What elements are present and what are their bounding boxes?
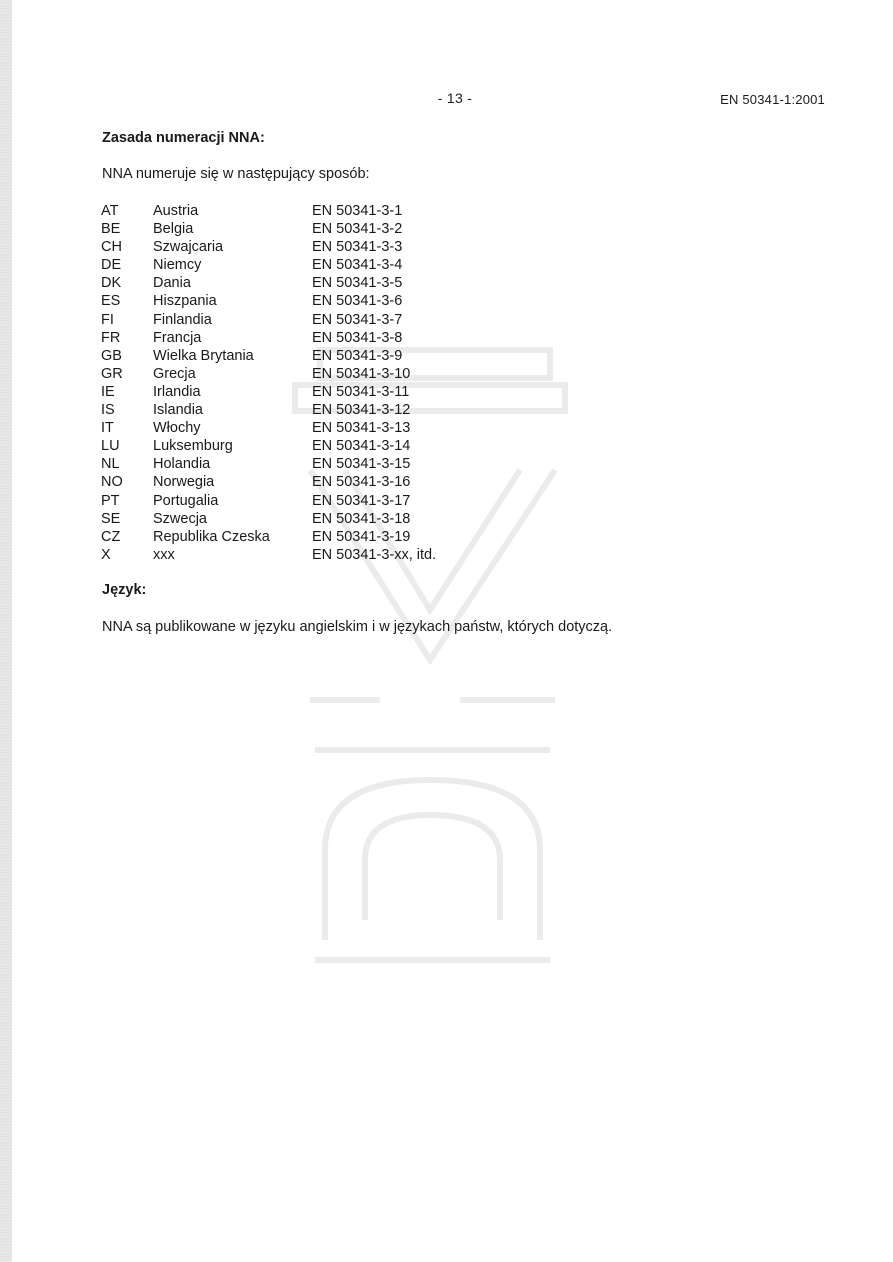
table-row [101, 492, 436, 510]
table-row [101, 365, 436, 383]
numbering-intro: NNA numeruje się w następujący sposób: [102, 166, 370, 182]
table-row [101, 347, 436, 365]
table-row [101, 455, 436, 473]
country-code: SE [101, 510, 121, 527]
country-code: CH [101, 239, 122, 256]
country-name: Szwajcaria [153, 239, 224, 256]
country-name: Republika Czeska [153, 528, 270, 545]
country-code: CZ [101, 528, 121, 545]
country-code: GB [101, 347, 122, 364]
standard-number: EN 50341-3-18 [312, 510, 411, 527]
page-number: - 13 - [437, 90, 473, 106]
country-name: Luksemburg [153, 438, 233, 455]
table-row [101, 401, 436, 419]
country-code: NL [101, 456, 120, 473]
standard-number: EN 50341-3-8 [312, 329, 403, 346]
standard-number: EN 50341-3-6 [312, 293, 403, 310]
country-name: Irlandia [153, 383, 201, 400]
table-row [101, 202, 436, 220]
language-text: NNA są publikowane w języku angielskim i w językach państw, których dotyczą. [102, 619, 613, 635]
country-name: Holandia [153, 456, 211, 473]
standard-number: EN 50341-3-10 [312, 365, 411, 382]
standard-number: EN 50341-3-14 [312, 438, 411, 455]
country-name: Hiszpania [153, 293, 217, 310]
standard-number: EN 50341-3-19 [312, 528, 411, 545]
table-row [101, 292, 436, 310]
standard-number: EN 50341-3-2 [312, 221, 403, 238]
country-code: X [101, 546, 111, 563]
country-name: Wielka Brytania [153, 347, 254, 364]
country-code: BE [101, 221, 121, 238]
country-code: LU [101, 438, 120, 455]
country-code: DK [101, 275, 122, 292]
country-name: Szwecja [153, 510, 207, 527]
country-numbering-table [101, 202, 436, 564]
country-name: Belgia [153, 221, 194, 238]
country-code: ES [101, 293, 121, 310]
country-name: Norwegia [153, 474, 215, 491]
standard-number: EN 50341-3-11 [312, 383, 410, 400]
table-row [101, 256, 436, 274]
table-row [101, 311, 436, 329]
standard-number: EN 50341-3-13 [312, 420, 411, 437]
standard-number: EN 50341-3-17 [312, 492, 411, 509]
table-row [101, 546, 436, 564]
standard-number: EN 50341-3-1 [312, 203, 403, 219]
country-name: xxx [153, 546, 175, 563]
standard-number: EN 50341-3-5 [312, 275, 403, 292]
country-name: Niemcy [153, 257, 202, 274]
country-code: AT [101, 203, 119, 219]
country-name: Islandia [153, 402, 203, 419]
standard-number: EN 50341-3-7 [312, 311, 403, 328]
country-name: Portugalia [153, 492, 219, 509]
table-row [101, 419, 436, 437]
table-row [101, 528, 436, 546]
country-code: FI [101, 311, 114, 328]
standard-number: EN 50341-3-xx, itd. [312, 546, 437, 563]
standard-number: EN 50341-3-15 [312, 456, 411, 473]
standard-number: EN 50341-3-3 [312, 239, 403, 256]
country-code: GR [101, 365, 123, 382]
table-row [101, 220, 436, 238]
table-row [101, 274, 436, 292]
country-code: IT [101, 420, 114, 437]
country-name: Austria [153, 203, 199, 219]
country-code: FR [101, 329, 121, 346]
language-heading: Język: [102, 582, 147, 598]
country-code: PT [101, 492, 120, 509]
country-code: DE [101, 257, 122, 274]
scan-edge [0, 0, 12, 1262]
document-id: EN 50341-1:2001 [720, 92, 825, 107]
country-name: Finlandia [153, 311, 212, 328]
standard-number: EN 50341-3-12 [312, 402, 411, 419]
country-name: Dania [153, 275, 191, 292]
table-row [101, 473, 436, 491]
country-code: NO [101, 474, 123, 491]
numbering-heading: Zasada numeracji NNA: [102, 130, 265, 146]
country-name: Francja [153, 329, 202, 346]
country-name: Grecja [153, 365, 196, 382]
table-row [101, 383, 436, 401]
table-row [101, 510, 436, 528]
table-row [101, 238, 436, 256]
country-code: IS [101, 402, 115, 419]
table-row [101, 329, 436, 347]
table-row [101, 437, 436, 455]
standard-number: EN 50341-3-16 [312, 474, 411, 491]
country-name: Włochy [153, 420, 201, 437]
standard-number: EN 50341-3-4 [312, 257, 403, 274]
country-code: IE [101, 383, 115, 400]
standard-number: EN 50341-3-9 [312, 347, 403, 364]
